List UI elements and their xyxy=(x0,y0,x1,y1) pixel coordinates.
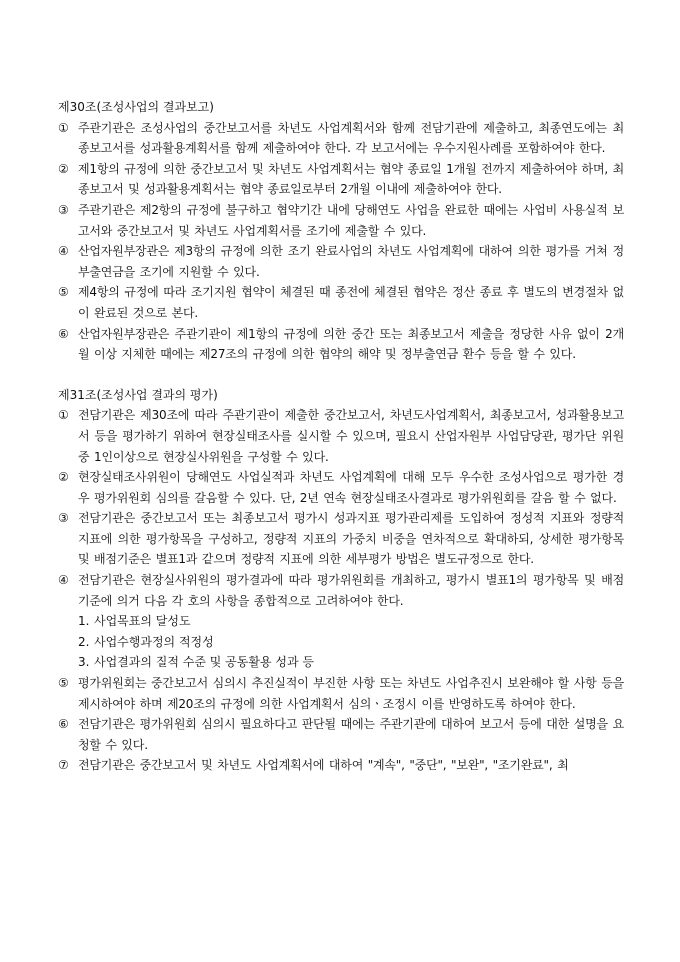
clause-text: 현장실태조사위원이 당해연도 사업실적과 차년도 사업계획에 대해 모두 우수한 조성사업으로 평가한 경우 평가위원회 심의를 갈음할 수 있다. 단, 2년 연속 현장실태조사결과로 평가위원회를 갈음 할 수 없다. xyxy=(78,470,624,505)
list-item-text: 사업목표의 달성도 xyxy=(94,614,191,629)
clause-text: 제4항의 규정에 따라 조기지원 협약이 체결된 때 종전에 체결된 협약은 정산 종료 후 별도의 변경절차 없이 완료된 것으로 본다. xyxy=(78,285,624,320)
clause-number: ⑥ xyxy=(58,717,69,732)
clause-31-3 xyxy=(58,508,624,570)
list-item-number: 3. xyxy=(78,655,90,670)
clause-31-7 xyxy=(58,755,624,776)
clause-31-5 xyxy=(58,673,624,714)
clause-text: 주관기관은 조성사업의 중간보고서를 차년도 사업계획서와 함께 전담기관에 제출하고, 최종연도에는 최종보고서를 성과활용계획서를 함께 제출하여야 한다. 각 보고서에는 우수지원사례를 포함하여야 한다. xyxy=(78,120,624,156)
clause-text: 전담기관은 평가위원회 심의시 필요하다고 판단될 때에는 주관기관에 대하여 보고서 등에 대한 설명을 요청할 수 있다. xyxy=(78,717,624,752)
clause-31-1 xyxy=(58,405,624,467)
clause-number: ⑤ xyxy=(58,676,69,691)
clause-text: 전담기관은 중간보고서 또는 최종보고서 평가시 성과지표 평가관리제를 도입하여 정성적 지표와 정량적 지표에 의한 평가항목을 구성하고, 정량적 지표의 가중치 비중을 연차적으로 확대하되, 상세한 평가항목 및 배점기준은 별표1과 같으며 정량적 지표에 의한 세부평가 방법은 별도규정으로 한다. xyxy=(78,511,624,567)
clause-number: ⑥ xyxy=(58,326,69,341)
document-page xyxy=(58,97,624,776)
clause-number: ① xyxy=(58,408,69,423)
clause-number: ② xyxy=(58,470,69,485)
clause-text: 전담기관은 제30조에 따라 주관기관이 제출한 중간보고서, 차년도사업계획서, 최종보고서, 성과활용보고서 등을 평가하기 위하여 현장실태조사를 실시할 수 있으며, 필요시 산업자원부 사업담당관, 평가단 위원중 1인이상으로 현장실사위원을 구성할 수 있다. xyxy=(78,408,624,464)
clause-number: ③ xyxy=(58,202,69,217)
list-item-text: 사업수행과정의 적정성 xyxy=(94,634,214,649)
clause-number: ② xyxy=(58,161,69,176)
clause-text: 산업자원부장관은 주관기관이 제1항의 규정에 의한 중간 또는 최종보고서 제출을 정당한 사유 없이 2개월 이상 지체한 때에는 제27조의 규정에 의한 협약의 해약 및 정부출연금 환수 등을 할 수 있다. xyxy=(78,326,624,362)
clause-30-2 xyxy=(58,159,624,200)
clause-number: ⑦ xyxy=(58,758,69,773)
clause-number: ④ xyxy=(58,573,69,588)
clause-31-6 xyxy=(58,714,624,755)
clause-31-4 xyxy=(58,570,624,611)
clause-30-4 xyxy=(58,241,624,282)
clause-number: ③ xyxy=(58,511,69,526)
article-spacer xyxy=(58,365,624,385)
list-item xyxy=(58,611,624,632)
clause-number: ① xyxy=(58,120,69,135)
clause-text: 전담기관은 중간보고서 및 차년도 사업계획서에 대하여 "계속", "중단", "보완", "조기완료", 최 xyxy=(78,758,569,773)
clause-text: 전담기관은 현장실사위원의 평가결과에 따라 평가위원회를 개최하고, 평가시 별표1의 평가항목 및 배점기준에 의거 다음 각 호의 사항을 종합적으로 고려하여야 한다. xyxy=(78,573,624,608)
clause-text: 산업자원부장관은 제3항의 규정에 의한 조기 완료사업의 차년도 사업계획에 대하여 의한 평가를 거쳐 정부출연금을 조기에 지원할 수 있다. xyxy=(78,244,624,279)
clause-30-6 xyxy=(58,324,624,365)
article-title: 제30조(조성사업의 결과보고) xyxy=(58,100,214,114)
clause-31-2 xyxy=(58,467,624,508)
list-item-number: 2. xyxy=(78,634,90,649)
clause-number: ⑤ xyxy=(58,285,69,300)
article-30 xyxy=(58,97,624,365)
clause-number: ④ xyxy=(58,244,69,259)
clause-text: 주관기관은 제2항의 규정에 불구하고 협약기간 내에 당해연도 사업을 완료한 때에는 사업비 사용실적 보고서와 중간보고서 및 차년도 사업계획서를 조기에 제출할 수 있다. xyxy=(78,202,624,238)
clause-30-5 xyxy=(58,282,624,323)
clause-30-1 xyxy=(58,118,624,159)
clause-text: 평가위원회는 중간보고서 심의시 추진실적이 부진한 사항 또는 차년도 사업추진시 보완해야 할 사항 등을 제시하여야 하며 제20조의 규정에 의한 사업계획서 심의ㆍ조정시 이를 반영하도록 하여야 한다. xyxy=(78,676,624,711)
list-item-number: 1. xyxy=(78,614,90,629)
article-31 xyxy=(58,385,624,776)
clause-text: 제1항의 규정에 의한 중간보고서 및 차년도 사업계획서는 협약 종료일 1개월 전까지 제출하여야 하며, 최종보고서 및 성과활용계획서는 협약 종료일로부터 2개월 이내에 제출하여야 한다. xyxy=(78,161,624,197)
article-title: 제31조(조성사업 결과의 평가) xyxy=(58,387,218,402)
list-item-text: 사업결과의 질적 수준 및 공동활용 성과 등 xyxy=(94,655,314,670)
list-item xyxy=(58,632,624,653)
list-item xyxy=(58,652,624,673)
clause-30-3 xyxy=(58,200,624,241)
